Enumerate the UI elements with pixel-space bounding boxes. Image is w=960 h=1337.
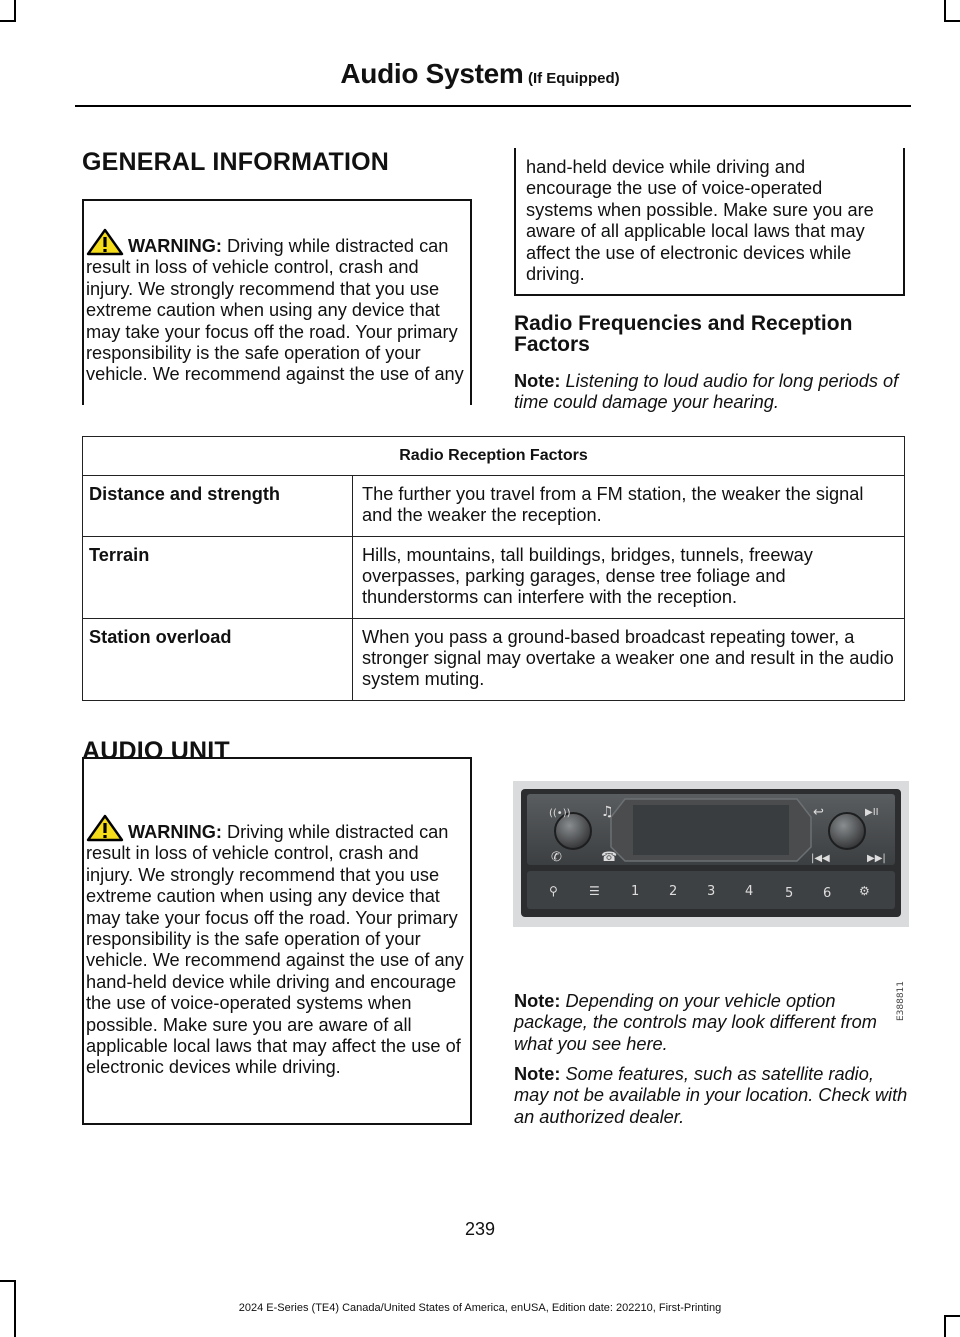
preset-button-5: 5 (785, 886, 794, 901)
crop-mark (944, 20, 960, 22)
back-icon: ↩ (813, 805, 824, 820)
factor-cell: Station overload (83, 619, 353, 701)
seek-back-icon: |◀◀ (811, 853, 830, 864)
warning-box-continued (514, 148, 905, 296)
warning-text: Driving while distracted can result in loss of vehicle control, crash and injury. We strongly recommend that you use extreme caution when using any device that may take your focus off the road. Your primary responsibility is the safe operation of your vehicle. We recommend against the use of any hand-held device while driving and encourage the use of voice-operated systems when possible. Make sure you are aware of all applicable local laws that may affect the use of electronic devices while driving. (86, 822, 464, 1078)
note-label: Note: (514, 991, 561, 1011)
warning-triangle-icon (86, 814, 124, 842)
header-title: Audio System (340, 58, 524, 89)
note-text: Some features, such as satellite radio, may not be available in your location. Check with an authorized dealer. (514, 1064, 908, 1127)
warning-text: Driving while distracted can result in loss of vehicle control, crash and injury. We strongly recommend that you use extreme caution when using any device that may take your focus off the road. Your primary responsibility is the safe operation of your vehicle. We recommend against the use of any (86, 236, 464, 385)
factor-cell: Terrain (83, 537, 353, 619)
page-number: 239 (464, 1219, 496, 1239)
note-label: Note: (514, 371, 561, 391)
note-text: Depending on your vehicle option package, the controls may look different from what you see here. (514, 991, 877, 1054)
description-cell: The further you travel from a FM station, the weaker the signal and the weaker the reception. (353, 476, 905, 537)
music-note-icon: ♫ (601, 804, 614, 820)
warning-box-general (82, 199, 472, 405)
crop-mark (944, 0, 946, 22)
preset-button-3: 3 (707, 884, 716, 899)
preset-button-2: 2 (669, 884, 678, 899)
settings-icon: ⚙ (859, 884, 870, 898)
image-code: E388811 (896, 981, 906, 1022)
seek-forward-icon: ▶▶| (867, 853, 886, 864)
crop-mark (944, 1315, 946, 1337)
page-header (0, 58, 960, 90)
warning-paragraph (86, 228, 470, 386)
warning-label: WARNING: (128, 236, 222, 256)
crop-mark (0, 20, 16, 22)
description-cell: Hills, mountains, tall buildings, bridges, tunnels, freeway overpasses, parking garages, dense tree foliage and thunderstorms can interfere with the reception. (353, 537, 905, 619)
note-label: Note: (514, 1064, 561, 1084)
preset-button-6: 6 (823, 886, 832, 901)
radio-reception-table (82, 436, 905, 701)
table-title-row (83, 437, 905, 476)
note-controls (514, 991, 909, 1055)
description-cell: When you pass a ground-based broadcast repeating tower, a stronger signal may overtake a weaker one and result in the audio system muting. (353, 619, 905, 701)
section-heading-general-information: GENERAL INFORMATION (82, 148, 390, 176)
header-rule (75, 105, 911, 107)
section-heading-radio-frequencies: Radio Frequencies and Reception Factors (514, 312, 853, 356)
table-title: Radio Reception Factors (83, 437, 905, 476)
voice-icon: ⚲ (549, 884, 558, 898)
radio-signal-icon: ((•)) (549, 808, 571, 819)
warning-triangle-icon (86, 228, 124, 256)
header-subtitle: (If Equipped) (527, 70, 620, 87)
table-row (83, 619, 905, 701)
crop-mark (944, 1315, 960, 1317)
table-row (83, 476, 905, 537)
factor-cell: Distance and strength (83, 476, 353, 537)
crop-mark (14, 0, 16, 22)
section-heading-audio-unit: AUDIO UNIT (82, 737, 230, 765)
play-pause-icon: ▶II (865, 807, 879, 818)
phone-hangup-icon: ☎ (601, 850, 618, 865)
phone-answer-icon: ✆ (551, 850, 562, 865)
warning-continued-text: hand-held device while driving and encourage the use of voice-operated systems when possible. Make sure you are aware of all applicable local laws that may affect the use of electronic devices while driving. (526, 157, 874, 285)
warning-box-audio-unit (82, 757, 472, 1125)
warning-paragraph (86, 814, 470, 1079)
warning-label: WARNING: (128, 822, 222, 842)
equalizer-icon: ☰ (589, 884, 600, 898)
preset-button-4: 4 (745, 884, 754, 899)
preset-button-1: 1 (631, 884, 640, 899)
table-row (83, 537, 905, 619)
note-features (514, 1064, 909, 1128)
note-text: Listening to loud audio for long periods of time could damage your hearing. (514, 371, 899, 413)
page-footer: 2024 E-Series (TE4) Canada/United States of America, enUSA, Edition date: 202210, First-Printing (238, 1302, 722, 1314)
note-hearing (514, 371, 909, 414)
crop-mark (0, 1280, 16, 1282)
